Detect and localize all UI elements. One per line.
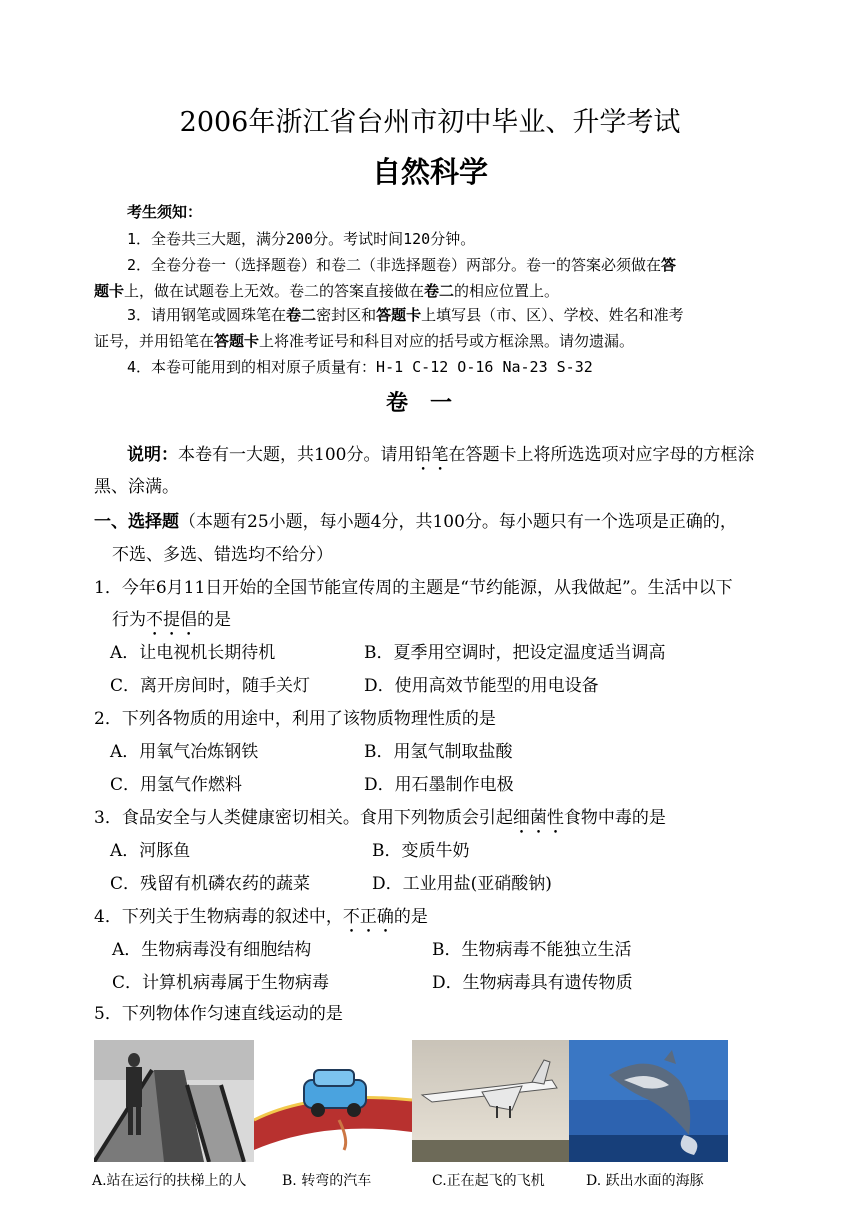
airplane-picture [412, 1040, 569, 1162]
notice-heading: 考生须知： [127, 203, 203, 221]
q3-option-b: B．变质牛奶 [372, 841, 470, 861]
picture-caption-a: A.站在运行的扶梯上的人 [92, 1173, 247, 1189]
q3-option-d: D．工业用盐(亚硝酸钠) [372, 874, 552, 894]
q4-stem: 4．下列关于生物病毒的叙述中，不正确的是 [94, 907, 428, 927]
escalator-picture [94, 1040, 254, 1162]
notice-item-2-line-1: 2．全卷分卷一（选择题卷）和卷二（非选择题卷）两部分。卷一的答案必须做在答 [127, 256, 677, 274]
q5-stem: 5．下列物体作匀速直线运动的是 [94, 1004, 343, 1024]
q2-option-b: B．用氢气制取盐酸 [364, 742, 513, 762]
q4-option-a: A．生物病毒没有细胞结构 [112, 940, 312, 960]
q1-option-a: A．让电视机长期待机 [110, 643, 276, 663]
q1-option-b: B．夏季用空调时，把设定温度适当调高 [364, 643, 666, 663]
exam-subject: 自然科学 [371, 155, 488, 189]
notice-item-3-line-1: 3．请用钢笔或圆珠笔在卷二密封区和答题卡上填写县（市、区）、学校、姓名和准考 [127, 306, 684, 324]
picture-caption-d: D. 跃出水面的海豚 [586, 1173, 704, 1189]
q4-option-c: C．计算机病毒属于生物病毒 [112, 973, 330, 993]
notice-item-3-line-2: 证号，并用铅笔在答题卡上将准考证号和科目对应的括号或方框涂黑。请勿遗漏。 [94, 332, 635, 350]
q2-option-a: A．用氧气冶炼钢铁 [110, 742, 259, 762]
q2-option-d: D．用石墨制作电极 [364, 775, 514, 795]
q4-option-b: B．生物病毒不能独立生活 [432, 940, 632, 960]
q1-stem-line-2: 行为不提倡的是 [112, 610, 231, 630]
q1-stem-line-1: 1．今年6月11日开始的全国节能宣传周的主题是“节约能源，从我做起”。生活中以下 [94, 578, 733, 598]
q3-option-c: C．残留有机磷农药的蔬菜 [110, 874, 311, 894]
volume-heading: 卷一 [385, 391, 474, 416]
q1-option-d: D．使用高效节能型的用电设备 [364, 676, 599, 696]
notice-item-4: 4．本卷可能用到的相对原子质量有：H-1 C-12 O-16 Na-23 S-32 [127, 358, 593, 376]
picture-caption-c: C.正在起飞的飞机 [432, 1173, 545, 1189]
section-heading: 一、选择题（本题有25小题，每小题4分，共100分。每小题只有一个选项是正确的， [94, 512, 737, 532]
q3-stem: 3．食品安全与人类健康密切相关。食用下列物质会引起细菌性食物中毒的是 [94, 808, 666, 828]
section-note: 不选、多选、错选均不给分） [112, 545, 333, 565]
q4-option-d: D．生物病毒具有遗传物质 [432, 973, 633, 993]
exam-title: 2006年浙江省台州市初中毕业、升学考试 [179, 107, 681, 138]
dolphin-picture [569, 1040, 728, 1162]
explain-line-1: 说明：本卷有一大题，共100分。请用铅笔在答题卡上将所选选项对应字母的方框涂 [127, 445, 755, 465]
explain-line-2: 黑、涂满。 [94, 477, 179, 497]
notice-item-2-line-2: 题卡上，做在试题卷上无效。卷二的答案直接做在卷二的相应位置上。 [94, 282, 560, 300]
q2-option-c: C．用氢气作燃料 [110, 775, 243, 795]
picture-caption-b: B. 转弯的汽车 [282, 1173, 372, 1189]
q1-option-c: C．离开房间时，随手关灯 [110, 676, 311, 696]
car-picture [254, 1040, 412, 1162]
notice-item-1: 1．全卷共三大题，满分200分。考试时间120分钟。 [127, 230, 476, 248]
q2-stem: 2．下列各物质的用途中，利用了该物质物理性质的是 [94, 709, 496, 729]
q3-option-a: A．河豚鱼 [110, 841, 191, 861]
